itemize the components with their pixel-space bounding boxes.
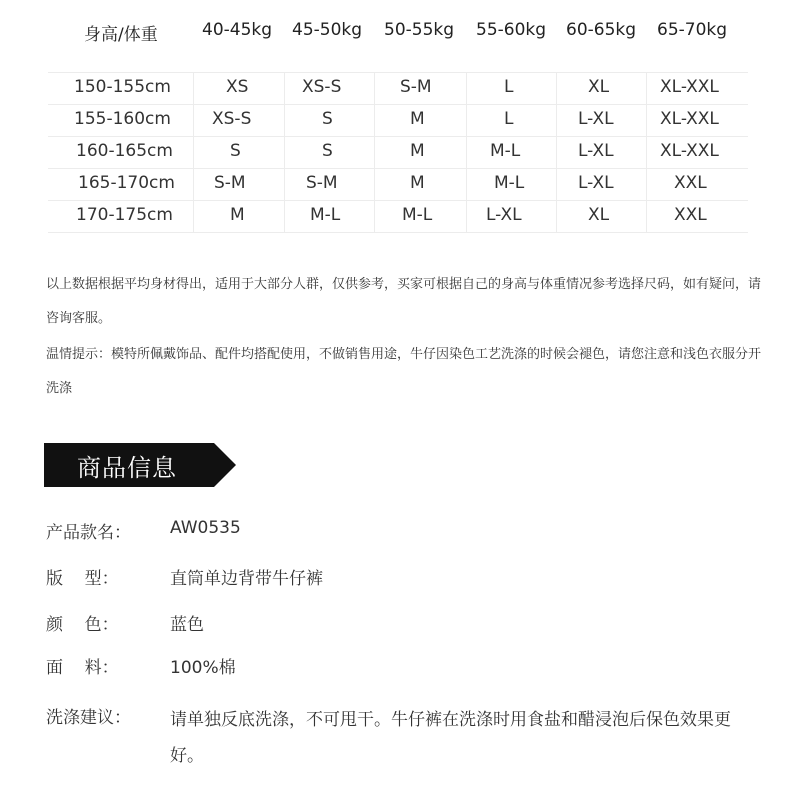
model-value: AW0535 [170,518,241,538]
color-value: 蓝色 [170,615,204,635]
size-cell: M-L [490,141,521,161]
table-divider [466,201,467,232]
size-cell: XXL [674,205,707,225]
table-row [48,137,748,169]
table-divider [556,73,557,104]
table-divider [284,169,285,200]
table-divider [556,105,557,136]
table-divider [646,73,647,104]
header-height-weight: 身高/体重 [84,25,158,45]
table-divider [646,105,647,136]
table-divider [466,137,467,168]
size-cell: L-XL [578,109,614,129]
size-cell: M [410,173,425,193]
size-cell: S-M [400,77,432,97]
type-label: 版 型： [46,569,119,589]
type-value: 直筒单边背带牛仔裤 [170,569,323,589]
table-divider [374,169,375,200]
row-height: 160-165cm [76,141,173,161]
size-cell: M [410,141,425,161]
table-row [48,72,748,105]
info-row-fabric [46,653,446,677]
table-row [48,201,748,233]
header-weight-col: 40-45kg [202,20,273,40]
header-weight-col: 50-55kg [384,20,455,40]
table-divider [284,105,285,136]
size-cell: S [322,109,333,129]
info-row-wash [46,703,166,727]
section-banner [44,443,244,487]
table-divider [193,169,194,200]
row-height: 165-170cm [78,173,175,193]
color-label: 颜 色： [46,615,119,635]
table-divider [193,201,194,232]
table-divider [374,73,375,104]
wash-value: 请单独反底洗涤，不可甩干。牛仔裤在洗涤时用食盐和醋浸泡后保色效果更好。 [170,710,731,766]
size-cell: M-L [402,205,433,225]
row-height: 170-175cm [76,205,173,225]
size-cell: L [504,77,514,97]
size-cell: S [322,141,333,161]
header-weight-col: 45-50kg [292,20,363,40]
size-cell: S-M [214,173,246,193]
size-cell: M-L [494,173,525,193]
size-cell: M [230,205,245,225]
row-height: 155-160cm [74,109,171,129]
size-chart-table [48,72,748,233]
size-chart-header [0,20,790,48]
size-cell: L-XL [578,141,614,161]
size-cell: S-M [306,173,338,193]
table-row [48,169,748,201]
table-divider [556,201,557,232]
info-row-type [46,564,446,588]
header-weight-col: 60-65kg [566,20,637,40]
care-tip: 温情提示：模特所佩戴饰品、配件均搭配使用，不做销售用途，牛仔因染色工艺洗涤的时候会褪色，请您注意和浅色衣服分开洗涤 [46,347,762,396]
size-cell: S [230,141,241,161]
table-divider [193,73,194,104]
table-divider [556,169,557,200]
size-cell: XL [588,205,610,225]
table-divider [646,201,647,232]
table-divider [466,105,467,136]
size-cell: XS-S [212,109,252,129]
table-divider [284,137,285,168]
table-divider [466,73,467,104]
size-cell: XL [588,77,610,97]
size-cell: XXL [674,173,707,193]
size-disclaimer: 以上数据根据平均身材得出，适用于大部分人群，仅供参考，买家可根据自己的身高与体重情况参考选择尺码，如有疑问，请咨询客服。 [46,277,762,326]
section-title: 商品信息 [77,454,177,482]
header-weight-col: 55-60kg [476,20,547,40]
table-divider [556,137,557,168]
table-divider [374,201,375,232]
info-row-model [46,518,446,542]
fabric-label: 面 料： [46,658,119,678]
table-divider [374,137,375,168]
size-cell: XL-XXL [660,77,719,97]
header-weight-col: 65-70kg [657,20,728,40]
table-divider [193,137,194,168]
size-cell: L-XL [578,173,614,193]
size-cell: M [410,109,425,129]
table-divider [193,105,194,136]
size-cell: XL-XXL [660,109,719,129]
fabric-value: 100%棉 [170,658,236,678]
size-cell: XL-XXL [660,141,719,161]
table-divider [284,201,285,232]
wash-label: 洗涤建议： [46,708,131,728]
table-row [48,105,748,137]
size-cell: XS-S [302,77,342,97]
size-cell: L-XL [486,205,522,225]
info-row-color [46,610,446,634]
table-divider [646,169,647,200]
size-cell: XS [226,77,249,97]
size-cell: M-L [310,205,341,225]
table-divider [466,169,467,200]
row-height: 150-155cm [74,77,171,97]
table-divider [284,73,285,104]
size-cell: L [504,109,514,129]
model-label: 产品款名： [46,523,131,543]
table-divider [374,105,375,136]
table-divider [646,137,647,168]
